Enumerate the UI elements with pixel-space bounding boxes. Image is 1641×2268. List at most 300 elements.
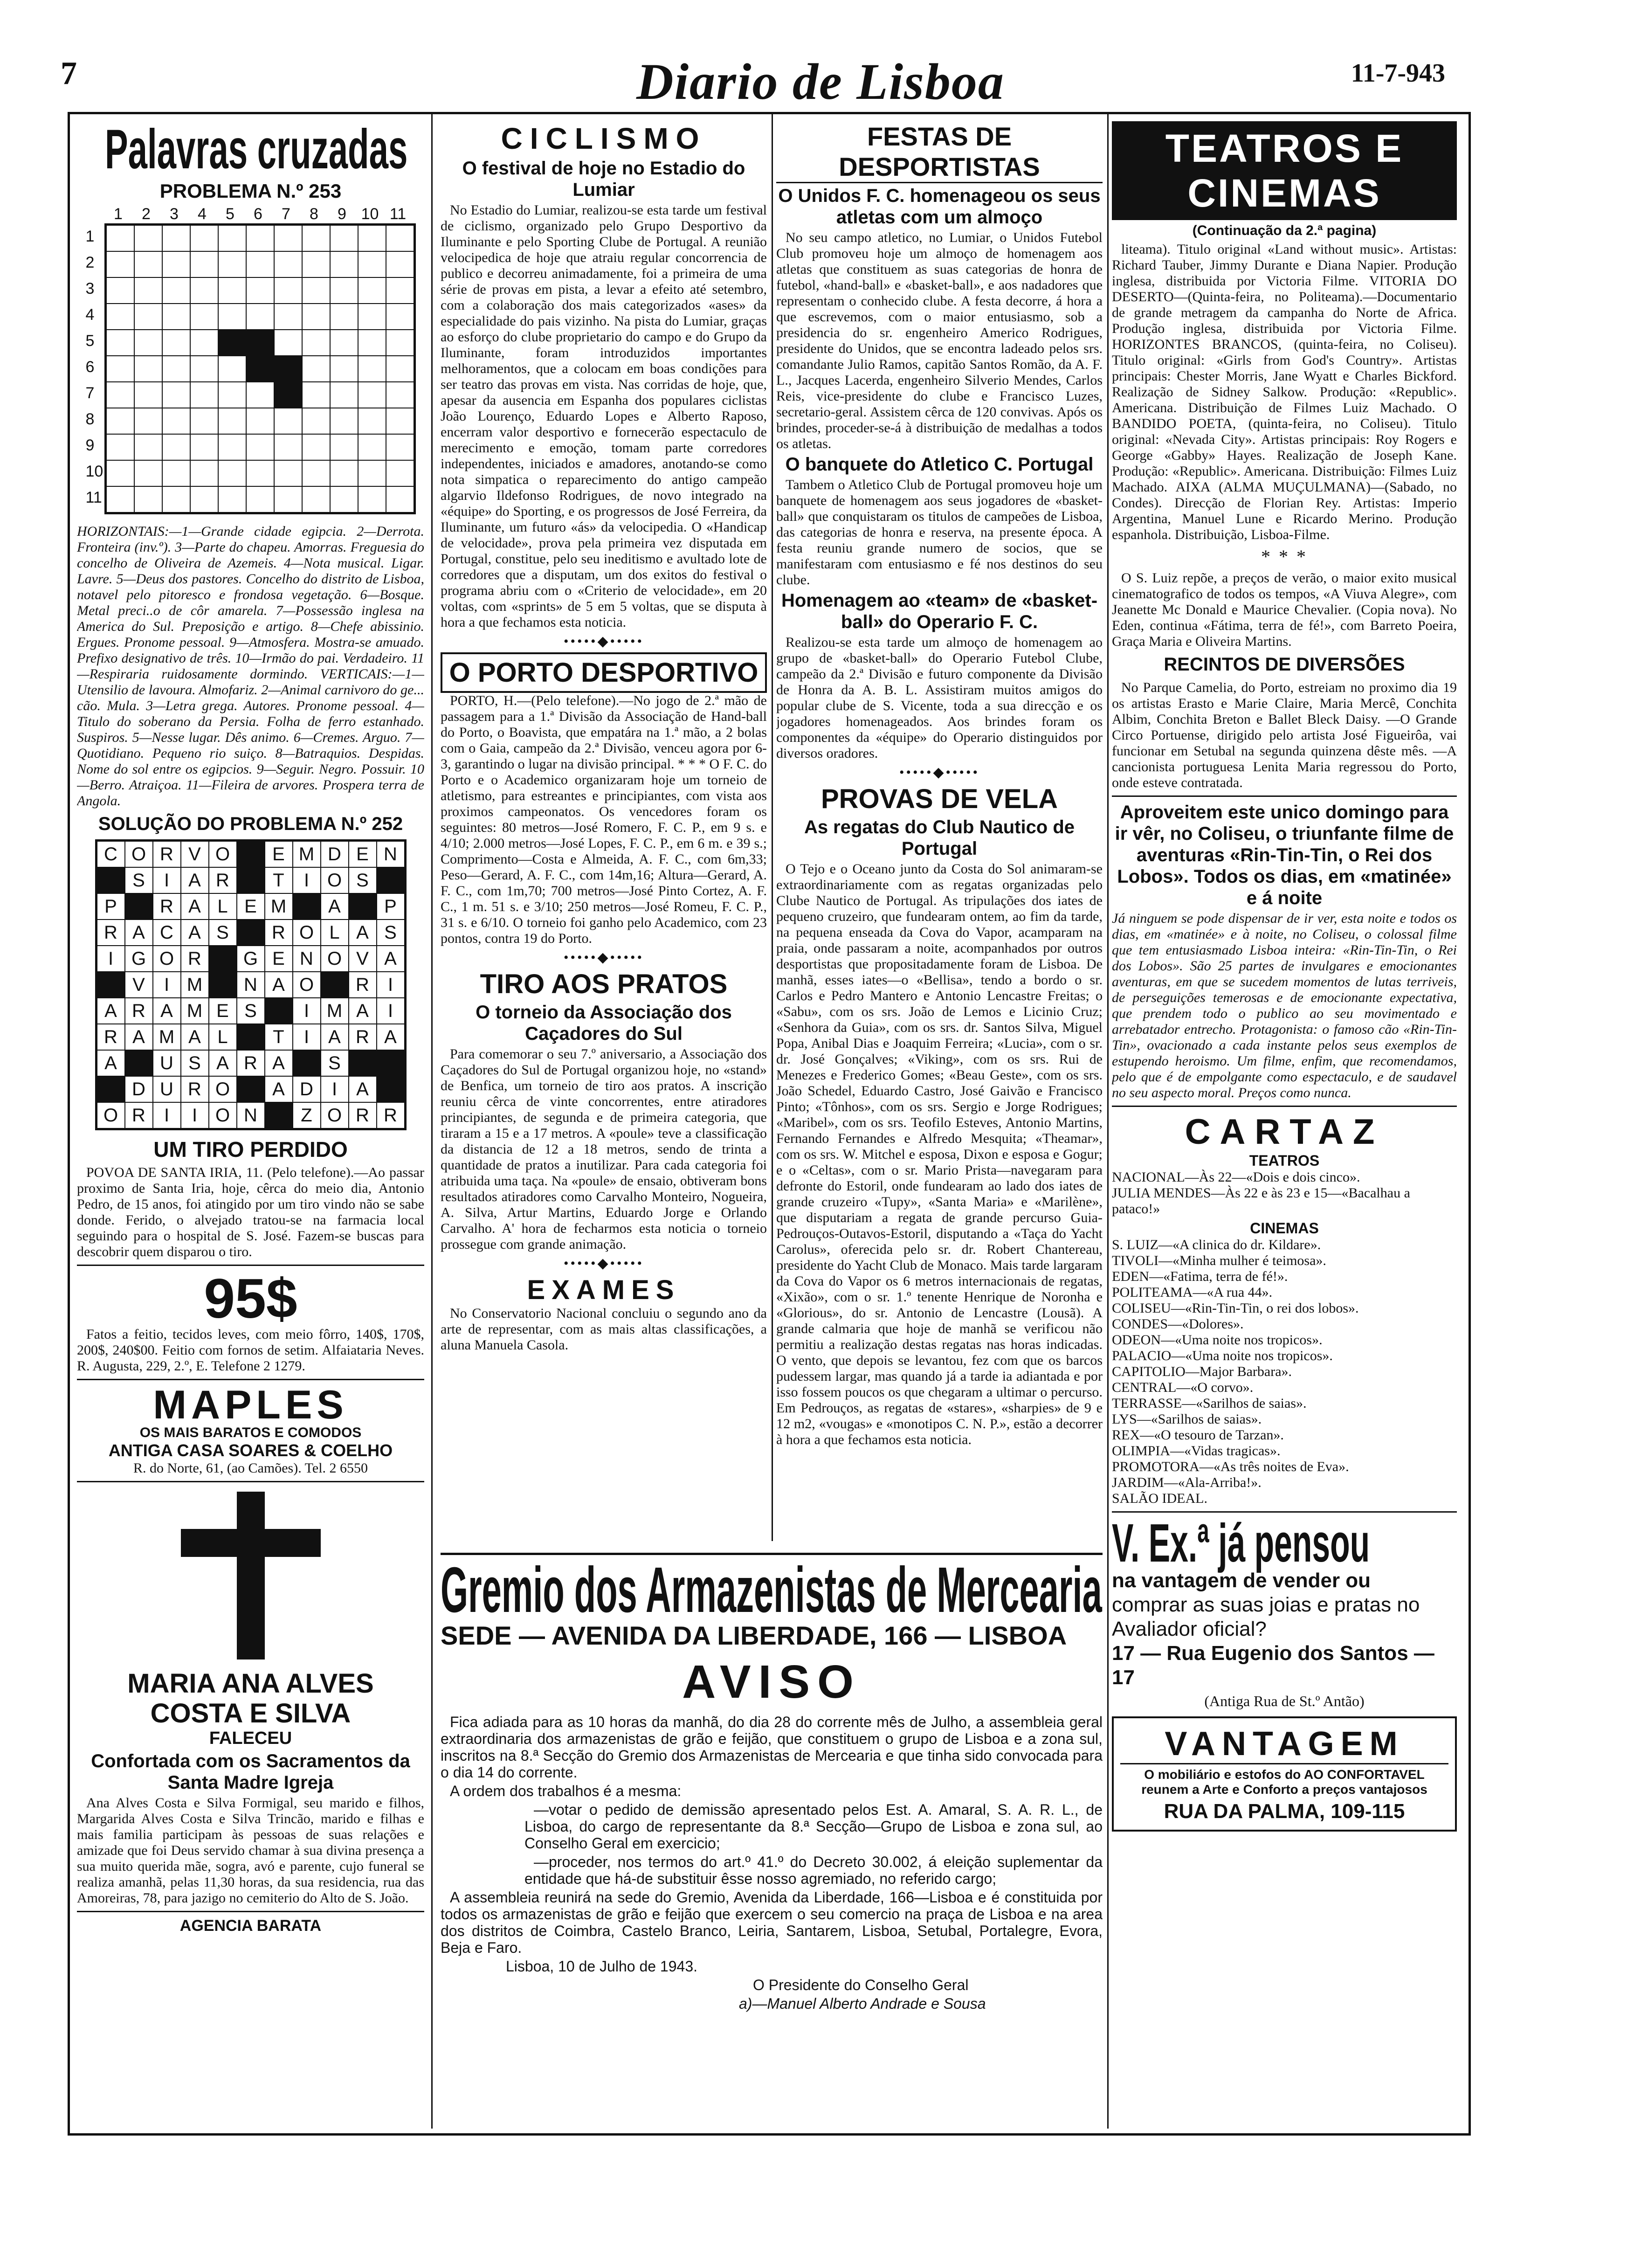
- solution-cell: I: [293, 1024, 321, 1050]
- crossword-cell[interactable]: [162, 356, 190, 382]
- crossword-col-number: 5: [226, 205, 234, 223]
- crossword-cell[interactable]: [386, 382, 414, 408]
- obituary-name2: COSTA E SILVA: [150, 1698, 351, 1729]
- separator: •••••◆•••••: [563, 634, 644, 649]
- solution-cell: A: [377, 1024, 405, 1050]
- listing-item: COLISEU—«Rin-Tin-Tin, o rei dos lobos».: [1112, 1300, 1359, 1316]
- solution-black-cell: [349, 1050, 377, 1076]
- crossword-cell[interactable]: [246, 408, 274, 434]
- crossword-row-numbers: [86, 223, 104, 514]
- solution-cell: A: [377, 946, 405, 972]
- crossword-col-number: 2: [142, 205, 151, 223]
- solution-black-cell: [125, 1050, 153, 1076]
- solution-black-cell: [97, 1076, 125, 1102]
- crossword-row-number: 5: [85, 332, 95, 350]
- crossword-cell[interactable]: [106, 251, 134, 277]
- listing-item: SALÃO IDEAL.: [1112, 1491, 1207, 1506]
- crossword-cell[interactable]: [386, 225, 414, 251]
- crossword-cell[interactable]: [162, 460, 190, 486]
- solution-cell: S: [237, 998, 265, 1024]
- crossword-col-number: 3: [170, 205, 179, 223]
- crossword-cell[interactable]: [162, 382, 190, 408]
- solution-black-cell: [97, 972, 125, 998]
- crossword-cell[interactable]: [162, 277, 190, 304]
- divider: [1112, 1106, 1457, 1107]
- listing-item: CAPITOLIO—Major Barbara».: [1112, 1364, 1292, 1379]
- listing-item: POLITEAMA—«A rua 44».: [1112, 1285, 1273, 1300]
- crossword-cell[interactable]: [358, 434, 386, 460]
- solution-cell: A: [265, 1050, 293, 1076]
- column-3: [776, 121, 1103, 1539]
- solution-cell: M: [181, 998, 209, 1024]
- teatros-cont: (Continuação da 2.ª pagina): [1192, 223, 1377, 238]
- gremio-p5: A assembleia reunirá na sede do Gremio, Avenida da Liberdade, 166—Lisboa e é constituida por todos os armazenistas de grão e feijão que exercem o seu comercio na praça de Lisboa e na area dos distritos de Coimbra, Castelo Branco, Leiria, Santarem, Lisboa, Setubal, Portalegre, Evora, Beja e Faro.: [441, 1889, 1103, 1956]
- festas-text: No seu campo atletico, no Lumiar, o Unidos Futebol Club promoveu hoje um almoço de homenagem aos atletas que constituem as suas categorias de honra de futebol, «hand-ball» e «basket-ball», e aos nadadores que representam o conhecido clube. A festa decorre, á hora a que escrevemos, com o maior entusiasmo, sob a presidencia do sr. engenheiro Americo Rodrigues, presidente do Unidos, que se encontra ladeado pelos srs. comandante Julio Ramos, capitão Santos Romão, da A. F. L., Jacques Lacerda, engenheiro Silverio Mendes, Carlos Reis, vice-presidente do clube e Francisco Luzes, secretario-geral. Assistem cêrca de 120 convivas. Após os brindes, proceder-se-á à distribuição de medalhas a todos os atletas.: [776, 230, 1103, 451]
- crossword-cell[interactable]: [274, 460, 302, 486]
- crossword-cell[interactable]: [246, 304, 274, 330]
- crossword-cell[interactable]: [218, 225, 246, 251]
- exames-text: No Conservatorio Nacional concluiu o segundo ano da arte de representar, com as mais altas classificações, a aluna Manuela Casola.: [441, 1306, 767, 1353]
- solution-cell: L: [209, 1024, 237, 1050]
- crossword-cell[interactable]: [134, 460, 162, 486]
- solution-cell: A: [181, 920, 209, 946]
- solution-cell: I: [293, 867, 321, 893]
- crossword-cell[interactable]: [218, 382, 246, 408]
- solution-cell: O: [321, 867, 349, 893]
- solution-cell: R: [209, 867, 237, 893]
- divider: [77, 1911, 424, 1912]
- listing-item: NACIONAL—Às 22—«Dois e dois cinco».: [1112, 1169, 1360, 1185]
- crossword-cell[interactable]: [162, 486, 190, 512]
- gremio-p1: Fica adiada para as 10 horas da manhã, do dia 28 do corrente mês de Julho, a assembleia geral extraordinaria dos armazenistas de grão e feijão, que constituem o grupo de Lisboa e a zona sul, inscritos na 8.ª Secção do Gremio dos Armazenistas de Mercearia e que tinha sido convocada para o dia 14 do corrente.: [441, 1714, 1103, 1781]
- festas-text3: Realizou-se esta tarde um almoço de homenagem ao grupo de «basket-ball» do Operario Futebol Clube, campeão da 2.ª Divisão e futuro componente da Divisão de Honra da A. B. L. Assistiram muitos amigos do popular clube de S. Vicente, toda a sua direcção e os jogadores homenageados. Aos brindes foram os componentes da «équipe» do Operario distinguidos por diversos oradores.: [776, 635, 1103, 761]
- crossword-cell[interactable]: [190, 382, 218, 408]
- solution-cell: L: [321, 920, 349, 946]
- solution-cell: O: [209, 1076, 237, 1102]
- crossword-cell[interactable]: [106, 356, 134, 382]
- crossword-cell[interactable]: [358, 251, 386, 277]
- maples-line1: OS MAIS BARATOS E COMODOS: [139, 1425, 362, 1440]
- solution-cell: V: [181, 841, 209, 867]
- crossword-cell[interactable]: [274, 277, 302, 304]
- gremio-p2: A ordem dos trabalhos é a mesma:: [450, 1783, 682, 1799]
- solution-black-cell: [265, 998, 293, 1024]
- crossword-cell[interactable]: [106, 408, 134, 434]
- crossword-cell[interactable]: [358, 382, 386, 408]
- crossword-cell[interactable]: [358, 304, 386, 330]
- crossword-cell[interactable]: [190, 460, 218, 486]
- teatros-text: liteama). Titulo original «Land without music». Artistas: Richard Tauber, Jimmy Durante e Diana Napier. Produção inglesa, distribuida por Victoria Filme. VITORIA DO DESERTO—(Quinta-feira, no Politeama).—Documentario de grande metragem da campanha do Norte de Africa. Produção inglesa, distribuida por Victoria Filme. HORIZONTES BRANCOS, (quinta-feira, no Coliseu). Titulo original: «Girls from God's Country». Artistas principais: Chester Morris, Jane Wyatt e Charles Bickford. Realização de Sidney Salkow. Produção: «Republic». Americana. Distribuição de Filmes Luiz Machado. O BANDIDO POETA, (quinta-feira, no Coliseu). Titulo original: «Nevada City». Artistas principais: Roy Rogers e George «Gabby» Hayes. Realização de Joseph Kane. Produção: «Republic». Americana. Distribuição: Filmes Luiz Machado. AIXA (ALMA MUÇULMANA)—(Sabado, no Condes). Direcção de Florian Rey. Artistas: Imperio Argentina, Manuel Lune e Ricardo Merino. Produção espanhola. Distribuição, Lisboa-Filme.: [1112, 242, 1457, 542]
- crossword-cell[interactable]: [330, 486, 358, 512]
- crossword-cell[interactable]: [358, 460, 386, 486]
- solution-cell: P: [377, 893, 405, 920]
- crossword-cell[interactable]: [330, 225, 358, 251]
- crossword-cell[interactable]: [302, 460, 330, 486]
- crossword-cell[interactable]: [358, 408, 386, 434]
- tiro-pratos-title: TIRO AOS PRATOS: [480, 969, 728, 999]
- crossword-cell[interactable]: [330, 251, 358, 277]
- crossword-cell[interactable]: [246, 460, 274, 486]
- solution-cell: M: [265, 893, 293, 920]
- solution-cell: R: [153, 841, 181, 867]
- maples-line2: ANTIGA CASA SOARES & COELHO: [108, 1441, 393, 1460]
- crossword-cell[interactable]: [386, 277, 414, 304]
- crossword-cell[interactable]: [330, 434, 358, 460]
- solution-cell: R: [125, 998, 153, 1024]
- crossword-cell[interactable]: [302, 304, 330, 330]
- crossword-cell[interactable]: [190, 277, 218, 304]
- crossword-cell[interactable]: [302, 251, 330, 277]
- crossword-cell[interactable]: [134, 330, 162, 356]
- festas-sub2: O banquete do Atletico C. Portugal: [785, 454, 1094, 475]
- gremio-date: Lisboa, 10 de Julho de 1943.: [506, 1958, 697, 1975]
- tiro-perdido-text: POVOA DE SANTA IRIA, 11. (Pelo telefone).—Ao passar proximo de Santa Iria, hoje, cêrca do meio dia, Antonio Pedro, de 15 anos, foi atingido por um tiro vindo não se sabe donde. Ferido, o alvejado tratou-se na farmacia local seguindo para o hospital de S. José. Fazem-se buscas para descobrir quem disparou o tiro.: [77, 1165, 424, 1259]
- crossword-cell[interactable]: [190, 330, 218, 356]
- crossword-cell[interactable]: [386, 330, 414, 356]
- solution-black-cell: [97, 867, 125, 893]
- solution-cell: D: [321, 841, 349, 867]
- column-rule: [1107, 114, 1109, 2129]
- rintintin-text: Já ninguem se pode dispensar de ir ver, esta noite e todos os dias, em «matinée» e à noite, no Coliseu, o colossal filme que tem entusiasmado Lisboa inteira: «Rin-Tin-Tin, o Rei dos Lobos». São 25 partes de invulgares e emocionantes aventuras, em que se sucedem momentos de lutas terriveis, de perseguições temerosas e de emocionante expectativa, que prendem todo o publico ao seu movimentado e arrebatador entrecho. Protagonista: o famoso cão «Rin-Tin-Tin», ovacionado a cada instante pelos seus exemplos de estupendo heroismo. Um filme, enfim, que recomendamos, pelo que é de empolgante como espectaculo, e de saudavel no seu aspecto moral. Preços como nunca.: [1112, 911, 1457, 1100]
- solution-cell: A: [181, 893, 209, 920]
- solution-cell: U: [153, 1076, 181, 1102]
- crossword-cell[interactable]: [162, 330, 190, 356]
- crossword-cell[interactable]: [106, 382, 134, 408]
- avaliador-l4: 17 — Rua Eugenio dos Santos — 17: [1112, 1642, 1434, 1689]
- separator: •••••◆•••••: [899, 765, 980, 780]
- solution-cell: R: [237, 1050, 265, 1076]
- cinemas-list: [1112, 1237, 1457, 1507]
- solution-cell: R: [349, 1102, 377, 1128]
- crossword-cell[interactable]: [134, 486, 162, 512]
- crossword-cell[interactable]: [302, 382, 330, 408]
- crossword-cell[interactable]: [302, 277, 330, 304]
- solution-cell: O: [153, 946, 181, 972]
- crossword-cell[interactable]: [134, 251, 162, 277]
- crossword-cell[interactable]: [358, 486, 386, 512]
- page-number: 7: [61, 55, 77, 91]
- avaliador-l1: V. Ex.ª já pensou: [1112, 1513, 1370, 1573]
- crossword-cell[interactable]: [134, 408, 162, 434]
- crossword-cell[interactable]: [302, 434, 330, 460]
- solution-cell: R: [97, 920, 125, 946]
- ciclismo-sub: O festival de hoje no Estadio do Lumiar: [462, 158, 745, 200]
- crossword-cell[interactable]: [246, 277, 274, 304]
- crossword-cell[interactable]: [302, 225, 330, 251]
- crossword-cell[interactable]: [274, 330, 302, 356]
- listing-item: ODEON—«Uma noite nos tropicos».: [1112, 1332, 1323, 1348]
- vela-title: PROVAS DE VELA: [820, 784, 1058, 814]
- solution-black-cell: [237, 920, 265, 946]
- solution-cell: N: [237, 972, 265, 998]
- crossword-cell[interactable]: [106, 225, 134, 251]
- solution-cell: V: [125, 972, 153, 998]
- crossword-col-number: 6: [254, 205, 262, 223]
- crossword-cell[interactable]: [302, 408, 330, 434]
- solution-cell: O: [293, 972, 321, 998]
- crossword-cell[interactable]: [358, 330, 386, 356]
- obituary-text: Ana Alves Costa e Silva Formigal, seu marido e filhos, Margarida Alves Costa e Silva Trincão, marido e filhas e mais familia participam às pessoas de suas relações e amizade que foi Deus servido chamar à sua divina presença a sua muito querida mãe, sogra, avó e parente, cujo funeral se realiza amanhã, pelas 11,30 horas, da sua residencia, rua das Amoreiras, 78, para jazigo no cemiterio do Alto de S. João.: [77, 1795, 424, 1906]
- crossword-cell[interactable]: [386, 460, 414, 486]
- crossword-cell[interactable]: [358, 356, 386, 382]
- festas-sub: O Unidos F. C. homenageou os seus atletas com um almoço: [778, 186, 1101, 228]
- crossword-row-number: 2: [85, 254, 95, 271]
- solution-cell: S: [209, 920, 237, 946]
- crossword-black-cell: [274, 356, 302, 382]
- recintos-text: No Parque Camelia, do Porto, estreiam no proximo dia 19 os artistas Erasto e Marie Claire, Maria Mercê, Conchita Albim, Conchita Breton e Ballet Bleck Daisy. —O Grande Circo Portuense, dirigido pelo artista José Figueirôa, vai funcionar em Setubal na segunda quinzena dêste mês. —A cancionista portuguesa Lenita Maria regressou do Porto, onde esteve contratada.: [1112, 680, 1457, 790]
- ciclismo-title: CICLISMO: [501, 122, 707, 155]
- crossword-black-cell: [274, 382, 302, 408]
- crossword-cell[interactable]: [190, 356, 218, 382]
- crossword-cell[interactable]: [386, 356, 414, 382]
- cartaz-title: CARTAZ: [1185, 1112, 1384, 1152]
- crossword-cell[interactable]: [386, 304, 414, 330]
- crossword-cell[interactable]: [386, 434, 414, 460]
- solution-cell: N: [237, 1102, 265, 1128]
- crossword-cell[interactable]: [330, 277, 358, 304]
- gremio-sign1: O Presidente do Conselho Geral: [753, 1977, 969, 1993]
- crossword-cell[interactable]: [246, 486, 274, 512]
- obituary-sub: Confortada com os Sacramentos da Santa Madre Igreja: [91, 1751, 410, 1793]
- solution-cell: M: [181, 972, 209, 998]
- column-4: [1112, 121, 1457, 2131]
- cross-icon: [181, 1492, 321, 1660]
- solution-grid: [95, 839, 407, 1130]
- crossword-column-numbers: [104, 205, 416, 223]
- crossword-cell[interactable]: [190, 225, 218, 251]
- solution-cell: I: [377, 972, 405, 998]
- crossword-cell[interactable]: [246, 434, 274, 460]
- crossword-row-number: 10: [85, 463, 103, 480]
- solution-cell: E: [237, 893, 265, 920]
- crossword-cell[interactable]: [330, 330, 358, 356]
- crossword-col-number: 1: [114, 205, 123, 223]
- crossword-cell[interactable]: [386, 486, 414, 512]
- solution-cell: G: [125, 946, 153, 972]
- crossword-cell[interactable]: [162, 434, 190, 460]
- crossword-cell[interactable]: [274, 408, 302, 434]
- crossword-cell[interactable]: [134, 225, 162, 251]
- crossword-problem: PROBLEMA N.º 253: [159, 180, 342, 202]
- solution-cell: A: [125, 1024, 153, 1050]
- festas-text2: Tambem o Atletico Club de Portugal promoveu hoje um banquete de homenagem aos seus jogadores de «basket-ball» que conquistaram os titulos de campeões de Lisboa, das categorias de honra e reserva, na presente época. A festa reuniu grande numero de socios, que se manifestaram com entusiasmo e fé nos destinos do seu clube.: [776, 477, 1103, 588]
- crossword-row-number: 11: [85, 489, 102, 506]
- crossword-cell[interactable]: [218, 277, 246, 304]
- vela-sub: As regatas do Club Nautico de Portugal: [804, 817, 1075, 859]
- solution-cell: O: [321, 1102, 349, 1128]
- recintos-title: RECINTOS DE DIVERSÕES: [1164, 654, 1405, 675]
- solution-cell: S: [321, 1050, 349, 1076]
- solution-cell: I: [153, 972, 181, 998]
- column-rule: [431, 114, 433, 2129]
- crossword-col-number: 7: [282, 205, 290, 223]
- crossword-cell[interactable]: [218, 460, 246, 486]
- crossword-cell[interactable]: [162, 225, 190, 251]
- festas-title: FESTAS DE DESPORTISTAS: [776, 121, 1103, 183]
- crossword-cell[interactable]: [106, 330, 134, 356]
- crossword-cell[interactable]: [106, 486, 134, 512]
- divider: [77, 1265, 424, 1266]
- column-1: [77, 121, 424, 2131]
- solution-black-cell: [237, 1024, 265, 1050]
- solution-cell: M: [293, 841, 321, 867]
- solution-cell: A: [321, 893, 349, 920]
- listing-item: TIVOLI—«Minha mulher é teimosa».: [1112, 1253, 1326, 1268]
- crossword-cell[interactable]: [274, 225, 302, 251]
- crossword-cell[interactable]: [358, 277, 386, 304]
- crossword-cell[interactable]: [190, 251, 218, 277]
- crossword-cell[interactable]: [330, 304, 358, 330]
- listing-item: LYS—«Sarilhos de saias».: [1112, 1411, 1262, 1427]
- solution-cell: A: [153, 998, 181, 1024]
- crossword-cell[interactable]: [218, 304, 246, 330]
- crossword-row-number: 4: [85, 306, 95, 324]
- obituary-agency: AGENCIA BARATA: [179, 1917, 322, 1935]
- crossword-cell[interactable]: [330, 408, 358, 434]
- crossword-row-number: 3: [85, 280, 95, 297]
- porto-title: O PORTO DESPORTIVO: [441, 652, 767, 693]
- crossword-cell[interactable]: [302, 330, 330, 356]
- crossword-cell[interactable]: [134, 356, 162, 382]
- listing-item: CENTRAL—«O corvo».: [1112, 1380, 1254, 1395]
- crossword-cell[interactable]: [246, 382, 274, 408]
- crossword-cell[interactable]: [134, 434, 162, 460]
- crossword-row-number: 8: [85, 410, 95, 428]
- crossword-col-number: 11: [389, 205, 407, 223]
- crossword-cell[interactable]: [218, 434, 246, 460]
- crossword-cell[interactable]: [386, 408, 414, 434]
- gremio-p3: —votar o pedido de demissão apresentado pelos Est. A. Amaral, S. A. R. L., de Lisboa, do cargo de representante da 8.ª Secção—Grupo de Lisboa e zona sul, ao Conselho Geral em exercicio;: [524, 1801, 1103, 1852]
- obituary-faleceu: FALECEU: [209, 1729, 292, 1748]
- solution-cell: N: [377, 841, 405, 867]
- solution-black-cell: [209, 946, 237, 972]
- crossword-row-number: 6: [85, 358, 95, 376]
- cartaz-teatros: TEATROS: [1249, 1152, 1320, 1169]
- listing-item: TERRASSE—«Sarilhos de saias».: [1112, 1396, 1307, 1411]
- solution-cell: A: [209, 1050, 237, 1076]
- crossword-cell[interactable]: [274, 434, 302, 460]
- divider: [77, 1481, 424, 1482]
- vantagem-text: O mobiliário e estofos do AO CONFORTAVEL reunem a Arte e Conforto a preços vantajosos: [1141, 1767, 1427, 1797]
- crossword-cell[interactable]: [106, 304, 134, 330]
- crossword-cell[interactable]: [246, 251, 274, 277]
- solution-cell: A: [125, 920, 153, 946]
- crossword-cell[interactable]: [274, 304, 302, 330]
- solution-cell: R: [181, 1076, 209, 1102]
- teatros-list: [1112, 1169, 1457, 1217]
- divider: [77, 1379, 424, 1380]
- solution-cell: P: [97, 893, 125, 920]
- solution-black-cell: [293, 1050, 321, 1076]
- crossword-cell[interactable]: [330, 382, 358, 408]
- listing-item: PROMOTORA—«As três noites de Eva».: [1112, 1459, 1349, 1474]
- solution-cell: G: [237, 946, 265, 972]
- listing-item: PALACIO—«Uma noite nos tropicos».: [1112, 1348, 1333, 1363]
- crossword-cell[interactable]: [162, 408, 190, 434]
- tiro-pratos-text: Para comemorar o seu 7.º aniversario, a Associação dos Caçadores do Sul de Portugal organizou hoje, no «stand» de Benfica, um torneio de tiro aos pratos. A inscrição reuniu cêrca de vinte concorrentes, entre atiradores principiantes, de segunda e de primeira categoria, que tiraram a 15 e a 17 metros. A «poule» teve a classificação da distancia de 12 a 18 metros, sendo de trinta a quantidade de pratos a inutilizar. Para cada categoria foi atribuida uma taça. Na «poule» de ensaio, obtiveram bons resultados atiradores como Carvalho Monteiro, Nogueira, A. Silva, Artur Martins, Eduardo Jorge e Orlando Carvalho. A' hora de fecharmos esta noticia o torneio prossegue com grande animação.: [441, 1046, 767, 1252]
- crossword-cell[interactable]: [190, 486, 218, 512]
- crossword-cell[interactable]: [302, 486, 330, 512]
- solution-cell: A: [349, 1076, 377, 1102]
- solution-cell: S: [349, 867, 377, 893]
- crossword-col-number: 8: [310, 205, 318, 223]
- teatros-banner: TEATROS E CINEMAS: [1112, 121, 1457, 220]
- solution-black-cell: [377, 867, 405, 893]
- solution-cell: U: [153, 1050, 181, 1076]
- festas-sub3: Homenagem ao «team» de «basket-ball» do Operario F. C.: [781, 590, 1098, 632]
- crossword-cell[interactable]: [190, 434, 218, 460]
- crossword-cell[interactable]: [274, 251, 302, 277]
- solution-black-cell: [321, 972, 349, 998]
- crossword-cell[interactable]: [330, 356, 358, 382]
- crossword-cell[interactable]: [274, 486, 302, 512]
- gremio-title: Gremio dos Armazenistas de Mercearia: [441, 1554, 1102, 1626]
- vantagem-addr: RUA DA PALMA, 109-115: [1164, 1800, 1405, 1823]
- gremio-p4: —proceder, nos termos do art.º 41.º do Decreto 30.002, á eleição suplementar da entidade que há-de substituir êsse nosso agremiado, no referido cargo;: [524, 1853, 1103, 1887]
- crossword-cell[interactable]: [386, 251, 414, 277]
- avaliador-l2: na vantagem de vender ou: [1112, 1569, 1371, 1592]
- crossword-cell[interactable]: [246, 225, 274, 251]
- crossword-cell[interactable]: [162, 251, 190, 277]
- solution-title: SOLUÇÃO DO PROBLEMA N.º 252: [98, 814, 403, 834]
- crossword-cell[interactable]: [218, 486, 246, 512]
- solution-cell: R: [349, 972, 377, 998]
- solution-cell: O: [125, 841, 153, 867]
- crossword-cell[interactable]: [190, 304, 218, 330]
- separator: * * *: [1261, 546, 1308, 567]
- crossword-row-number: 7: [85, 384, 95, 402]
- crossword-cell[interactable]: [330, 460, 358, 486]
- solution-cell: E: [265, 841, 293, 867]
- crossword-col-number: 9: [338, 205, 346, 223]
- crossword-cell[interactable]: [218, 251, 246, 277]
- crossword-cell[interactable]: [106, 434, 134, 460]
- crossword-cell[interactable]: [302, 356, 330, 382]
- solution-cell: D: [293, 1076, 321, 1102]
- crossword-row-number: 1: [85, 228, 95, 245]
- ciclismo-text: No Estadio do Lumiar, realizou-se esta tarde um festival de ciclismo, organizado pelo Grupo Desportivo da Iluminante e pelo Sporting Clube de Portugal. A reunião velocipedica de hoje que atraiu regular concorrencia de publico e decorreu animadamente, foi a primeira de uma série de provas em pista, a levar a efeito até setembro, com a colaboração dos mais categorizados «ases» da especialidade do pais vizinho. Na pista do Lumiar, graças ao esforço do clube proprietario do campo e do Grupo da Iluminante, foram introduzidos importantes melhoramentos, que a colocam em boas condições para ser teatro das provas em vista. Nas corridas de hoje, que, apesar da ausencia em Espanha dos populares ciclistas João Lourenço, Eduardo Lopes e Alberto Raposo, encerram valor desportivo e fornecerão espectaculo de merecimento e emoção, tomam parte corredores independentes, iniciados e amadores, anotando-se como nota simpatica o reparecimento do antigo campeão algarvio Ildefonso Rodrigues, de novo integrado na «équipe» do Sporting, e os progressos de José Ferreira, da Iluminante, um futuro «ás» da velocipedia. O «Handicap de velocidade», prova pela primeira vez disputada em Portugal, constitue, pelo seu ineditismo e avultado lote de corredores que a disputam, um dos exitos do festival o programa abriu com o «Criterio de velocidade», em 20 voltas, com «sprints» de 5 em 5 voltas, que se disputa à hora a que fechamos esta noticia.: [441, 202, 767, 630]
- crossword-cell[interactable]: [106, 277, 134, 304]
- crossword-cell[interactable]: [218, 356, 246, 382]
- solution-black-cell: [293, 893, 321, 920]
- crossword-grid[interactable]: [104, 223, 416, 514]
- separator: •••••◆•••••: [563, 1256, 644, 1271]
- solution-black-cell: [209, 972, 237, 998]
- listing-item: JARDIM—«Ala-Arriba!».: [1112, 1475, 1262, 1490]
- crossword-cell[interactable]: [162, 304, 190, 330]
- crossword-cell[interactable]: [134, 382, 162, 408]
- crossword-cell[interactable]: [134, 304, 162, 330]
- crossword-cell[interactable]: [134, 277, 162, 304]
- solution-cell: R: [181, 946, 209, 972]
- gremio-sede: SEDE — AVENIDA DA LIBERDADE, 166 — LISBOA: [441, 1621, 1067, 1650]
- crossword-cell[interactable]: [106, 460, 134, 486]
- crossword-cell[interactable]: [190, 408, 218, 434]
- solution-cell: V: [349, 946, 377, 972]
- solution-cell: A: [321, 1024, 349, 1050]
- vantagem-ad: [1112, 1716, 1457, 1832]
- solution-cell: E: [265, 946, 293, 972]
- listing-item: OLIMPIA—«Vidas tragicas».: [1112, 1443, 1281, 1459]
- solution-cell: A: [349, 998, 377, 1024]
- divider: [1112, 795, 1457, 797]
- solution-cell: I: [321, 1076, 349, 1102]
- crossword-cell[interactable]: [218, 408, 246, 434]
- solution-black-cell: [265, 1102, 293, 1128]
- crossword-cell[interactable]: [358, 225, 386, 251]
- listing-item: JULIA MENDES—Às 22 e às 23 e 15—«Bacalhau a pataco!»: [1112, 1185, 1410, 1217]
- avaliador-l5: (Antiga Rua de St.º Antão): [1204, 1693, 1365, 1709]
